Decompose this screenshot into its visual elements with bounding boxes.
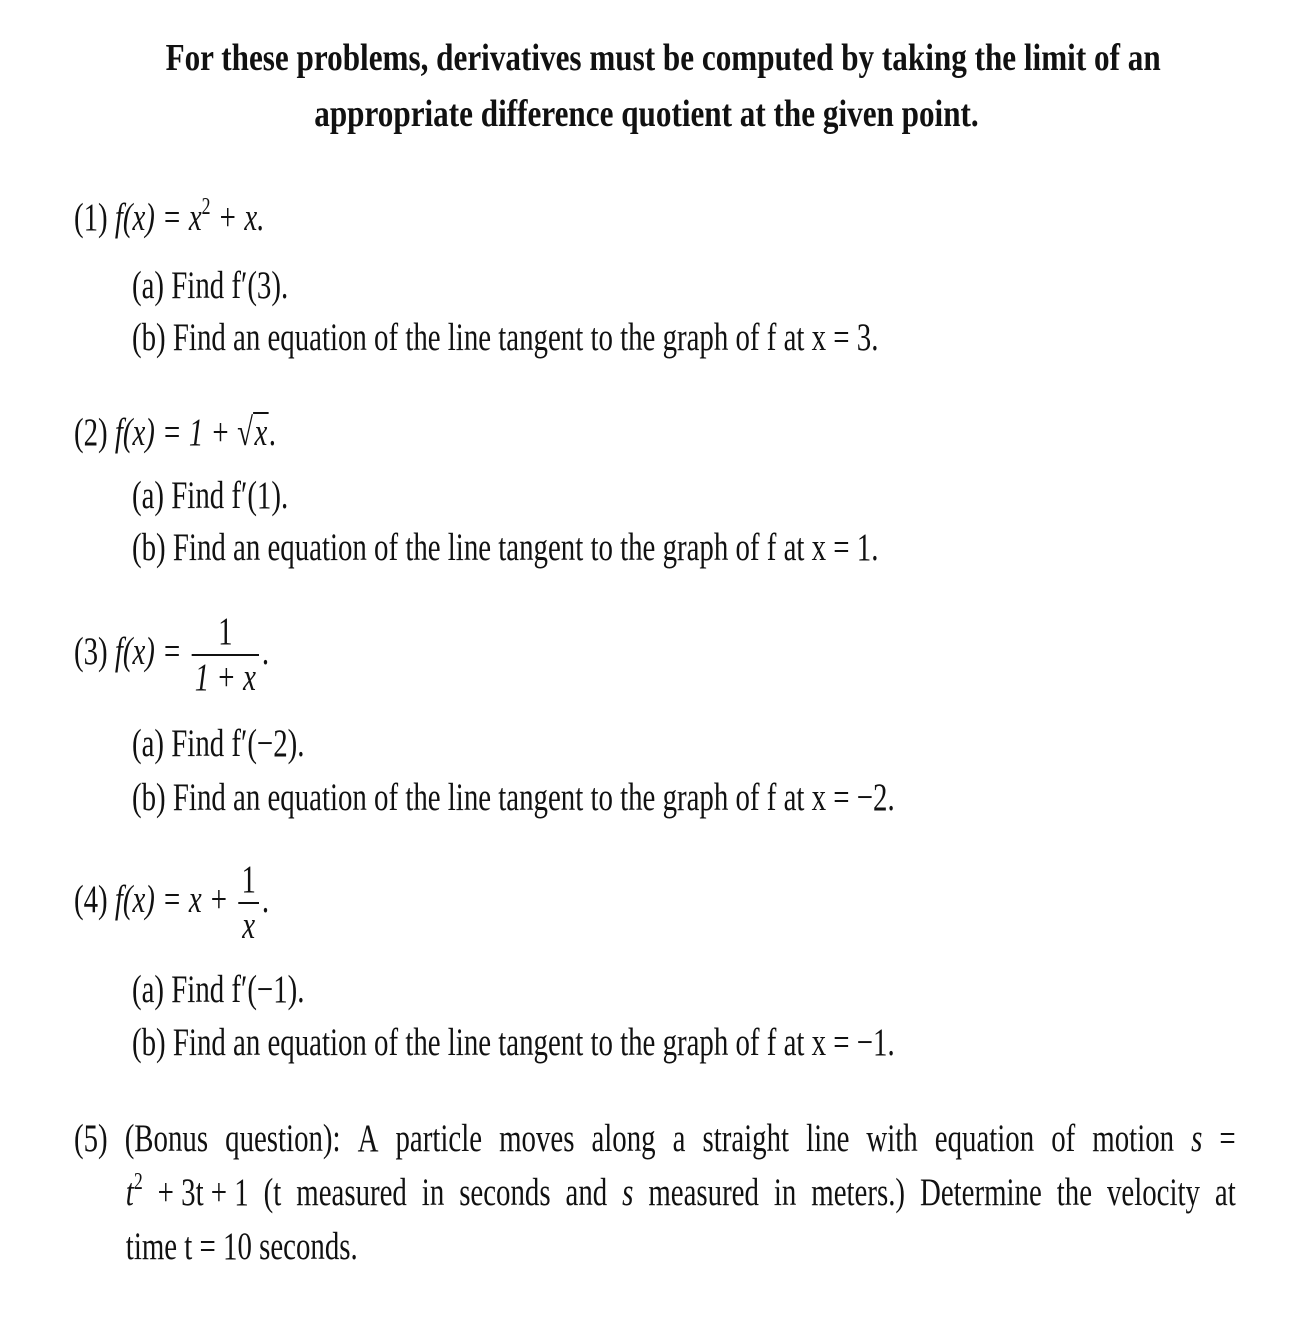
bonus-word: a [672,1117,686,1160]
problem-1 [74,192,264,244]
bonus-word: s [622,1171,634,1214]
problem-4-numerator: 1 [239,858,259,904]
problem-2 [74,407,276,459]
bonus-word: (t [263,1171,282,1214]
problem-3 [74,610,269,700]
problem-3a-text: Find f′(−2). [171,722,305,765]
problem-4-function-tail: . [261,877,270,921]
bonus-word: in [773,1171,797,1214]
problem-3-fraction [192,610,259,700]
bonus-word: seconds [459,1171,551,1214]
problem-1-function-lhs: f(x) = [114,196,189,239]
bonus-word: along [591,1117,656,1160]
bonus-word: motion [1092,1117,1175,1160]
bonus-word: moves [499,1117,575,1160]
bonus-word: velocity [1106,1171,1200,1214]
problem-3-function-tail: . [261,629,270,673]
bonus-word: straight [702,1117,790,1160]
problem-4b-text: Find an equation of the line tangent to the graph of f at x = −1. [172,1021,895,1064]
problem-2b-label: (b) [132,526,166,569]
problem-4a-label: (a) [132,968,165,1011]
problem-1a-text: Find f′(3). [171,264,289,307]
bonus-word: meters.) [811,1171,906,1214]
problem-3a [132,718,304,770]
problem-1b-text: Find an equation of the line tangent to the graph of f at x = 3. [172,316,879,359]
bonus-word: measured [648,1171,759,1214]
bonus-word: the [1056,1171,1093,1214]
problem-4 [74,858,269,948]
problem-2-function-lhs: f(x) = 1 + [114,411,238,454]
problem-3b-label: (b) [132,776,166,819]
problem-3-number: (3) [74,629,108,673]
bonus-word: question): [225,1117,341,1160]
problem-3a-label: (a) [132,722,165,765]
problem-3b-text: Find an equation of the line tangent to the graph of f at x = −2. [172,776,895,819]
problem-1a [132,260,288,312]
bonus-t-base: t [125,1171,134,1214]
bonus-line-1 [74,1112,1236,1166]
instructions [165,30,1161,142]
problem-1-number: (1) [74,196,108,239]
bonus-number: (5) [74,1117,108,1160]
problem-4-function-lhs: f(x) = x + [114,877,236,921]
problem-3-function-lhs: f(x) = [114,629,189,673]
problem-2b [132,522,878,574]
bonus-word: s [1191,1117,1203,1160]
instructions-line-2: appropriate difference quotient at the given point. [314,93,979,135]
bonus-word: of [1051,1117,1076,1160]
bonus-word: at [1214,1171,1236,1214]
problem-2-function-tail: . [268,411,276,454]
bonus-word: Determine [919,1171,1042,1214]
problem-1b-label: (b) [132,316,166,359]
problem-3-numerator: 1 [192,610,259,656]
problem-4b [132,1017,895,1069]
problem-4b-label: (b) [132,1021,166,1064]
problem-1-function-tail: + x. [210,196,265,239]
problem-1-function-base: x [188,196,202,239]
problem-4-number: (4) [74,877,108,921]
problem-4a-text: Find f′(−1). [171,968,305,1011]
problem-2b-text: Find an equation of the line tangent to the graph of f at x = 1. [172,526,879,569]
bonus-word: (Bonus [124,1117,209,1160]
problem-1a-label: (a) [132,264,165,307]
bonus-word: equation [934,1117,1035,1160]
problem-2-number: (2) [74,411,108,454]
bonus-line-2 [74,1166,1236,1220]
bonus-word: measured [296,1171,407,1214]
problem-4a [132,964,304,1016]
problem-4-denominator: x [242,904,256,947]
problem-2a [132,470,288,522]
problem-2-radicand: x [254,411,268,454]
bonus-word: and [565,1171,608,1214]
bonus-word: line [806,1117,850,1160]
bonus-word: particle [395,1117,483,1160]
sqrt-symbol: √ [237,411,254,454]
problem-3b [132,772,895,824]
bonus-word: in [421,1171,445,1214]
problem-5-bonus [74,1112,1236,1274]
instructions-line-1: For these problems, derivatives must be computed by taking the limit of an [165,37,1161,79]
problem-4-fraction [239,858,259,948]
problem-3-denominator: 1 + x [194,656,256,699]
bonus-word: with [866,1117,918,1160]
problem-2a-label: (a) [132,474,165,517]
bonus-line-3: time t = 10 seconds. [125,1225,358,1268]
bonus-word: = [1219,1117,1236,1160]
problem-2a-text: Find f′(1). [171,474,289,517]
problem-1b [132,312,878,364]
bonus-word: + 3t + 1 [157,1171,249,1214]
bonus-t-exponent: 2 [133,1169,143,1195]
problem-1-function-exponent: 2 [201,194,211,220]
bonus-word: A [357,1117,379,1160]
